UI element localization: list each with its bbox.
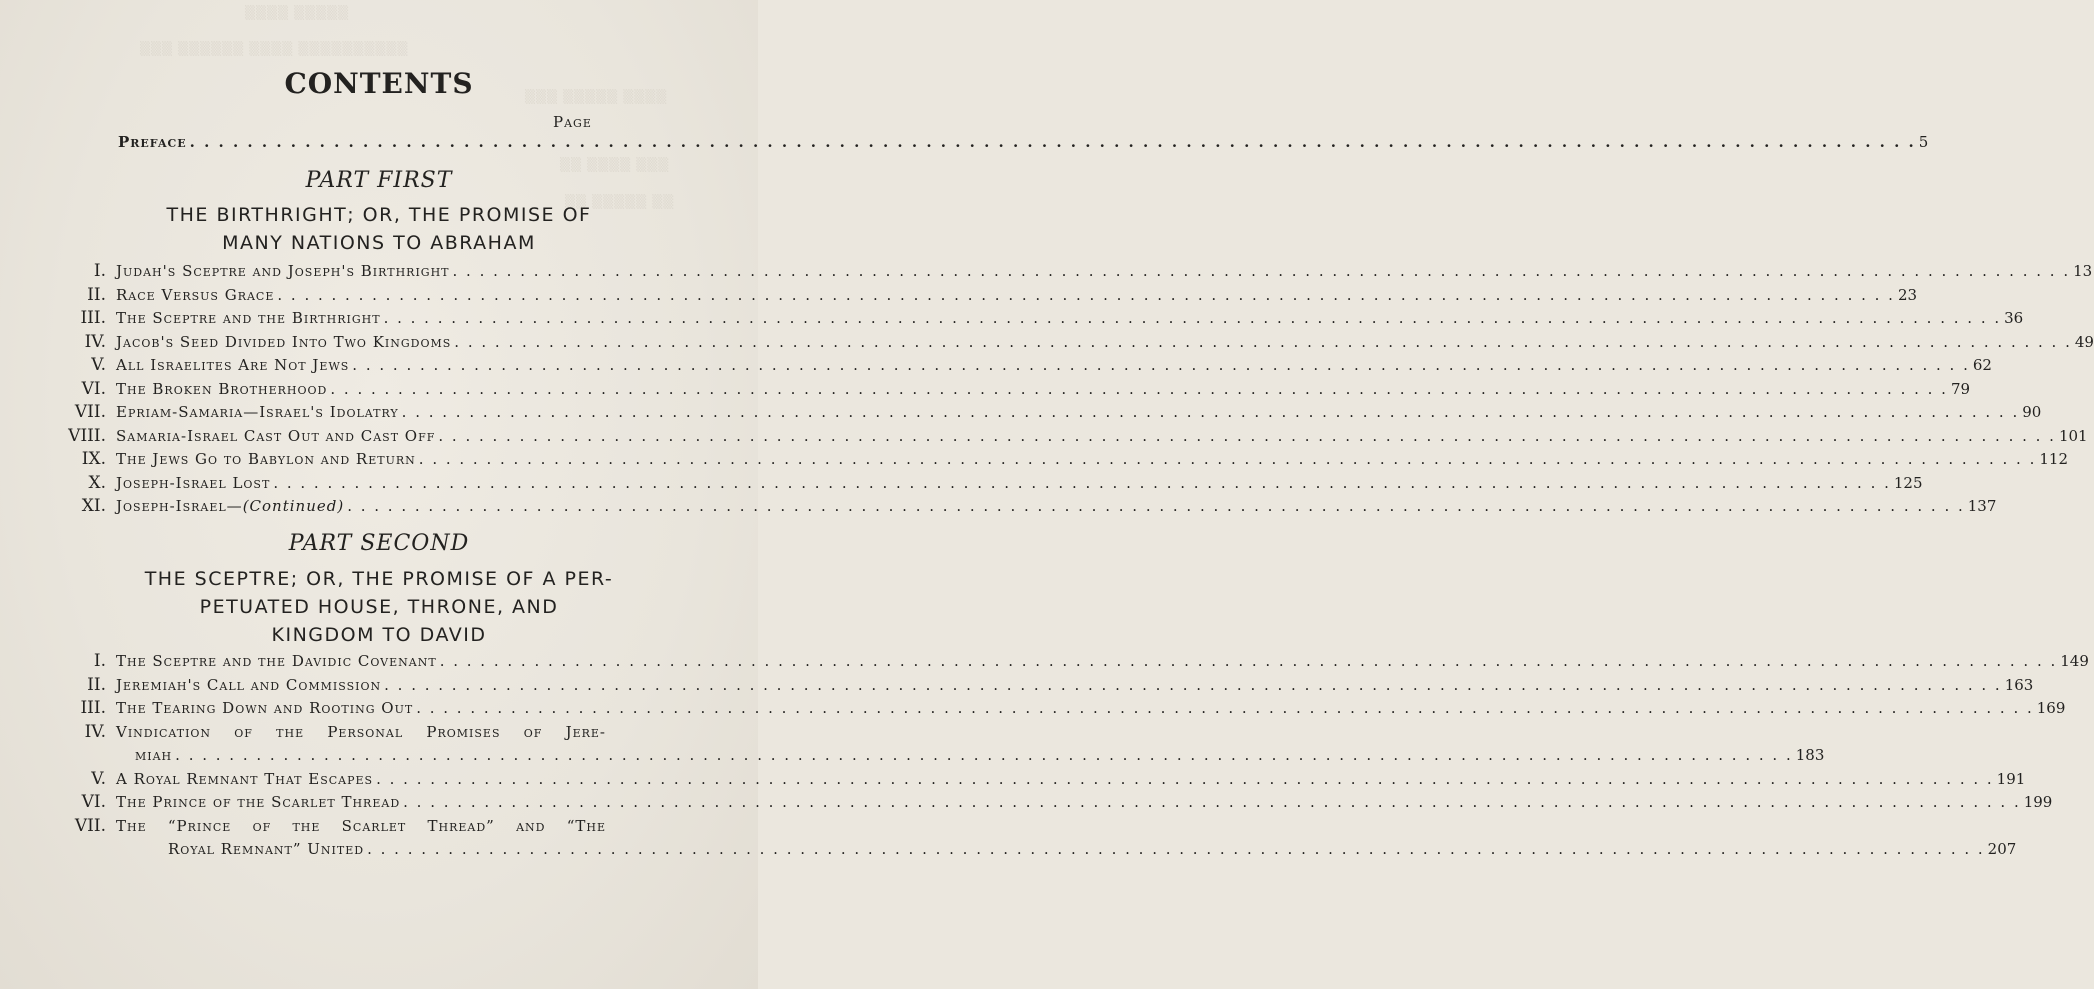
chapter-number: V. — [91, 355, 106, 375]
part-second-heading — [0, 565, 758, 649]
leader-dots: . . . . . . . . . . . . . . . . . . . . . . . . . . . . . . . . . . . . . . . . . . . . . . . . . . . . . . . . . . . . . . . . . . . . . . . . . . . . . . . . . . . . . . . . . . . . . . . . . . . . . . . . . . . . . . . . . . . . . . . . — [273, 473, 1891, 492]
chapter-number: II. — [87, 674, 106, 695]
chapter-number: II. — [87, 284, 106, 305]
chapter-title: Vindication of the Personal Promises of Jere- — [116, 722, 606, 741]
chapter-entry — [116, 814, 606, 838]
chapter-title: Race Versus Grace — [116, 285, 275, 304]
chapter-page: 101 — [2058, 426, 2088, 445]
chapter-title: Jacob's Seed Divided Into Two Kingdoms — [116, 332, 452, 351]
chapter-entry — [116, 330, 2094, 354]
leader-dots: . . . . . . . . . . . . . . . . . . . . . . . . . . . . . . . . . . . . . . . . . . . . . . . . . . . . . . . . . . . . . . . . . . . . . . . . . . . . . . . . . . . . . . . . . . . . . . . . . . . . . . . . . . . . . . . . . . . . . . . . — [330, 379, 1948, 398]
part-second-title: PART SECOND — [288, 531, 470, 556]
leader-dots: . . . . . . . . . . . . . . . . . . . . . . . . . . . . . . . . . . . . . . . . . . . . . . . . . . . . . . . . . . . . . . . . . . . . . . . . . . . . . . . . . . . . . . . . . . . . . . . . . . . . . . . . . . . . . . . . . . . . . . . . — [376, 769, 1994, 788]
part-second-heading-line: PETUATED HOUSE, THRONE, AND — [199, 596, 559, 618]
chapter-page: 163 — [2004, 675, 2034, 694]
chapter-number: VII. — [74, 815, 106, 836]
chapter-number: VII. — [74, 402, 106, 422]
leader-dots: . . . . . . . . . . . . . . . . . . . . . . . . . . . . . . . . . . . . . . . . . . . . . . . . . . . . . . . . . . . . . . . . . . . . . . . . . . . . . . . . . . . . . . . . . . . . . . . . . . . . . . . . . . . . . . . . . . . . . . . . — [175, 746, 1793, 764]
chapter-entry — [116, 720, 606, 744]
preface-entry — [118, 130, 1929, 154]
chapter-page: 191 — [1996, 769, 2026, 788]
chapter-entry — [116, 400, 2042, 424]
chapter-number: X. — [88, 472, 106, 493]
chapter-entry — [116, 471, 1923, 495]
chapter-entry — [116, 790, 2053, 814]
chapter-title: The Jews Go to Babylon and Return — [116, 450, 416, 468]
bleed-through-decoration: ▒▒▒▒ ▒▒▒▒▒ — [245, 6, 350, 21]
chapter-number: IV. — [84, 331, 106, 352]
chapter-entry — [116, 259, 2093, 283]
chapter-page: 36 — [2004, 309, 2024, 327]
chapter-page: 199 — [2023, 793, 2053, 811]
chapter-page: 137 — [1967, 497, 1997, 515]
contents-title: CONTENTS — [284, 67, 474, 100]
part-second-heading-line: THE SCEPTRE; OR, THE PROMISE OF A PER- — [144, 568, 614, 590]
chapter-number: III. — [80, 698, 106, 718]
chapter-page: 207 — [1987, 840, 2017, 858]
bleed-through-decoration: ▒▒▒ ▒▒▒▒▒ ▒▒▒▒ — [525, 90, 668, 105]
part-first-title: PART FIRST — [305, 168, 453, 193]
chapter-entry — [116, 673, 2034, 697]
chapter-number: VI. — [81, 378, 106, 399]
chapter-entry — [116, 696, 2066, 720]
chapter-title: Epriam-Samaria—Israel's Idolatry — [116, 403, 399, 421]
chapter-page: 90 — [2022, 403, 2042, 421]
chapter-title: The Sceptre and the Birthright — [116, 309, 381, 327]
chapter-entry — [116, 283, 1918, 307]
part-first-heading-line: THE BIRTHRIGHT; OR, THE PROMISE OF — [166, 204, 592, 226]
chapter-title: Judah's Sceptre and Joseph's Birthright — [116, 262, 450, 280]
page-column-label: Page — [553, 113, 592, 131]
leader-dots: . . . . . . . . . . . . . . . . . . . . . . . . . . . . . . . . . . . . . . . . . . . . . . . . . . . . . . . . . . . . . . . . . . . . . . . . . . . . . . . . . . . . . . . . . . . . . . . . . . . . . . . . . . . . . . . . . . . . . . . . — [367, 840, 1985, 858]
chapter-title: Jeremiah's Call and Commission — [116, 675, 382, 694]
part-second-heading-line: KINGDOM TO DAVID — [271, 624, 487, 646]
leader-dots: . . . . . . . . . . . . . . . . . . . . . . . . . . . . . . . . . . . . . . . . . . . . . . . . . . . . . . . . . . . . . . . . . . . . . . . . . . . . . . . . . . . . . . . . . . . . . . . . . . . . . . . . . . . . . . . . . . . . . . . . — [189, 133, 1916, 151]
leader-dots: . . . . . . . . . . . . . . . . . . . . . . . . . . . . . . . . . . . . . . . . . . . . . . . . . . . . . . . . . . . . . . . . . . . . . . . . . . . . . . . . . . . . . . . . . . . . . . . . . . . . . . . . . . . . . . . . . . . . . . . . — [416, 699, 2034, 717]
chapter-number: IV. — [84, 721, 106, 742]
chapter-title: Samaria-Israel Cast Out and Cast Off — [116, 426, 436, 445]
leader-dots: . . . . . . . . . . . . . . . . . . . . . . . . . . . . . . . . . . . . . . . . . . . . . . . . . . . . . . . . . . . . . . . . . . . . . . . . . . . . . . . . . . . . . . . . . . . . . . . . . . . . . . . . . . . . . . . . . . . . . . . . — [418, 450, 2037, 468]
chapter-entry — [116, 353, 1992, 377]
chapter-number: VI. — [81, 792, 106, 812]
chapter-page: 183 — [1795, 746, 1825, 764]
leader-dots: . . . . . . . . . . . . . . . . . . . . . . . . . . . . . . . . . . . . . . . . . . . . . . . . . . . . . . . . . . . . . . . . . . . . . . . . . . . . . . . . . . . . . . . . . . . . . . . . . . . . . . . . . . . . . . . . . . . . . . . . — [383, 309, 2002, 327]
bleed-through-decoration: ▒▒ ▒▒▒▒▒ ▒▒ — [565, 195, 675, 210]
chapter-page: 23 — [1897, 285, 1918, 304]
leader-dots: . . . . . . . . . . . . . . . . . . . . . . . . . . . . . . . . . . . . . . . . . . . . . . . . . . . . . . . . . . . . . . . . . . . . . . . . . . . . . . . . . . . . . . . . . . . . . . . . . . . . . . . . . . . . . . . . . . . . . . . . — [352, 356, 1970, 374]
chapter-title: The Tearing Down and Rooting Out — [116, 699, 414, 717]
bleed-through-decoration: ▒▒▒ ▒▒▒▒▒▒ ▒▒▒▒ ▒▒▒▒▒▒▒▒▒▒ — [140, 42, 409, 57]
chapter-page: 125 — [1893, 473, 1923, 492]
chapter-title: The Broken Brotherhood — [116, 379, 328, 398]
chapter-title: All Israelites Are Not Jews — [116, 356, 350, 374]
chapter-number: VIII. — [68, 425, 106, 446]
chapter-entry — [116, 767, 2026, 791]
chapter-title-italic: (Continued) — [242, 497, 345, 515]
chapter-entry — [116, 494, 1997, 518]
chapter-title-continuation: Royal Remnant” United — [168, 840, 365, 858]
leader-dots: . . . . . . . . . . . . . . . . . . . . . . . . . . . . . . . . . . . . . . . . . . . . . . . . . . . . . . . . . . . . . . . . . . . . . . . . . . . . . . . . . . . . . . . . . . . . . . . . . . . . . . . . . . . . . . . . . . . . . . . . — [438, 426, 2056, 445]
chapter-page: 79 — [1950, 379, 1971, 398]
chapter-number: I. — [93, 651, 106, 671]
chapter-entry — [116, 377, 1971, 401]
chapter-page: 13 — [2073, 262, 2093, 280]
chapter-page: 169 — [2036, 699, 2066, 717]
chapter-number: III. — [80, 308, 106, 328]
chapter-number: XI. — [81, 496, 106, 516]
chapter-page: 149 — [2060, 652, 2089, 670]
chapter-title: The Prince of the Scarlet Thread — [116, 793, 401, 811]
chapter-page: 112 — [2039, 450, 2068, 468]
chapter-entry-continuation — [168, 837, 2017, 861]
preface-label: Preface — [118, 133, 187, 151]
chapter-title: The Sceptre and the Davidic Covenant — [116, 652, 437, 670]
chapter-entry — [116, 424, 2088, 448]
chapter-number: IX. — [81, 449, 106, 469]
chapter-title: Joseph-Israel—(Continued) — [116, 497, 345, 515]
chapter-title: Joseph-Israel Lost — [116, 473, 271, 492]
leader-dots: . . . . . . . . . . . . . . . . . . . . . . . . . . . . . . . . . . . . . . . . . . . . . . . . . . . . . . . . . . . . . . . . . . . . . . . . . . . . . . . . . . . . . . . . . . . . . . . . . . . . . . . . . . . . . . . . . . . . . . . . — [384, 675, 2002, 694]
bleed-through-decoration: ▒▒ ▒▒▒▒ ▒▒▒ — [560, 158, 670, 173]
leader-dots: . . . . . . . . . . . . . . . . . . . . . . . . . . . . . . . . . . . . . . . . . . . . . . . . . . . . . . . . . . . . . . . . . . . . . . . . . . . . . . . . . . . . . . . . . . . . . . . . . . . . . . . . . . . . . . . . . . . . . . . . — [401, 403, 2020, 421]
leader-dots: . . . . . . . . . . . . . . . . . . . . . . . . . . . . . . . . . . . . . . . . . . . . . . . . . . . . . . . . . . . . . . . . . . . . . . . . . . . . . . . . . . . . . . . . . . . . . . . . . . . . . . . . . . . . . . . . . . . . . . . . — [454, 332, 2072, 351]
leader-dots: . . . . . . . . . . . . . . . . . . . . . . . . . . . . . . . . . . . . . . . . . . . . . . . . . . . . . . . . . . . . . . . . . . . . . . . . . . . . . . . . . . . . . . . . . . . . . . . . . . . . . . . . . . . . . . . . . . . . . . . . — [403, 793, 2021, 811]
chapter-number: V. — [91, 768, 106, 789]
chapter-entry — [116, 649, 2089, 673]
chapter-entry — [116, 306, 2024, 330]
chapter-title-continuation: miah — [135, 746, 173, 764]
chapter-page: 62 — [1972, 356, 1992, 374]
leader-dots: . . . . . . . . . . . . . . . . . . . . . . . . . . . . . . . . . . . . . . . . . . . . . . . . . . . . . . . . . . . . . . . . . . . . . . . . . . . . . . . . . . . . . . . . . . . . . . . . . . . . . . . . . . . . . . . . . . . . . . . . — [277, 285, 1895, 304]
chapter-page: 49 — [2074, 332, 2094, 351]
chapter-title: A Royal Remnant That Escapes — [116, 769, 374, 788]
chapter-number: I. — [93, 261, 106, 281]
leader-dots: . . . . . . . . . . . . . . . . . . . . . . . . . . . . . . . . . . . . . . . . . . . . . . . . . . . . . . . . . . . . . . . . . . . . . . . . . . . . . . . . . . . . . . . . . . . . . . . . . . . . . . . . . . . . . . . . . . . . . . . . — [439, 652, 2058, 670]
part-first-heading-line: MANY NATIONS TO ABRAHAM — [222, 232, 536, 254]
chapter-title: The “Prince of the Scarlet Thread” and “The — [116, 816, 606, 835]
leader-dots: . . . . . . . . . . . . . . . . . . . . . . . . . . . . . . . . . . . . . . . . . . . . . . . . . . . . . . . . . . . . . . . . . . . . . . . . . . . . . . . . . . . . . . . . . . . . . . . . . . . . . . . . . . . . . . . . . . . . . . . . — [452, 262, 2071, 280]
leader-dots: . . . . . . . . . . . . . . . . . . . . . . . . . . . . . . . . . . . . . . . . . . . . . . . . . . . . . . . . . . . . . . . . . . . . . . . . . . . . . . . . . . . . . . . . . . . . . . . . . . . . . . . . . . . . . . . . . . . . . . . . — [347, 497, 1965, 515]
part-first-heading — [0, 201, 758, 257]
preface-page: 5 — [1918, 133, 1929, 151]
chapter-entry-continuation — [135, 743, 1825, 767]
chapter-entry — [116, 447, 2068, 471]
